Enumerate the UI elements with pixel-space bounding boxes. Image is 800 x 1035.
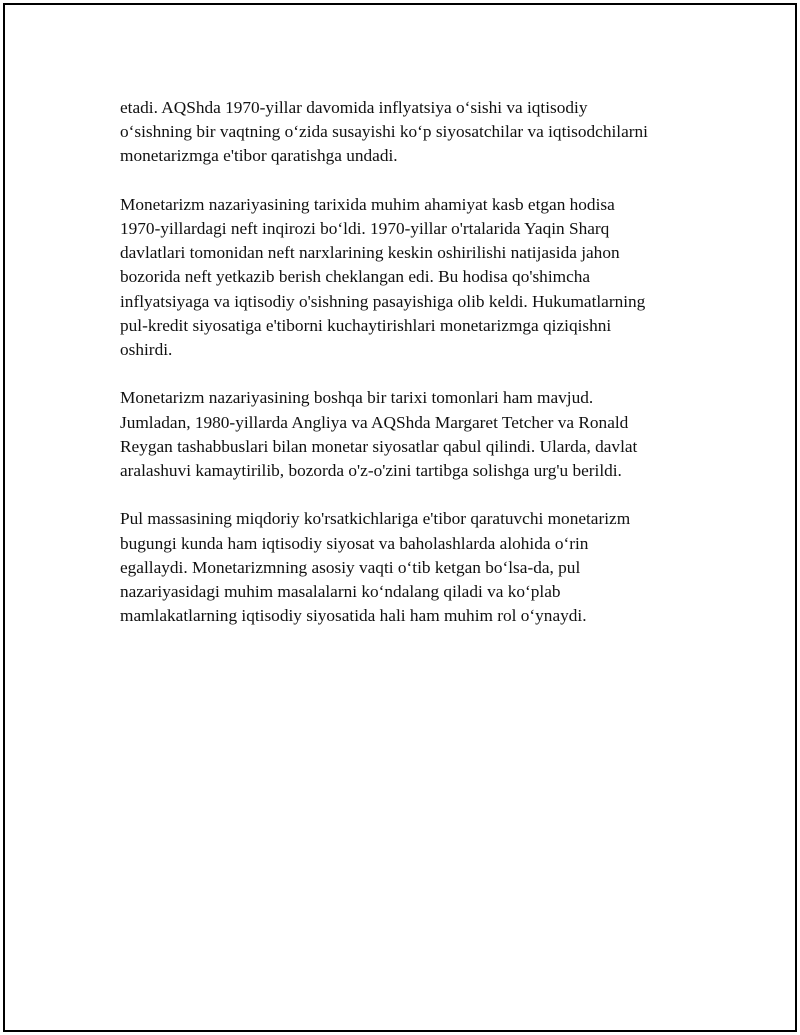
page-frame (3, 3, 797, 1032)
paragraph-1: etadi. AQShda 1970-yillar davomida inflyatsiya oʻsishi va iqtisodiy oʻsishning bir vaqtning oʻzida susayishi koʻp siyosatchilar va iqtisodchilarni monetarizmga e'tibor qaratishga undadi. (120, 98, 648, 166)
paragraph-4: Pul massasining miqdoriy ko'rsatkichlariga e'tibor qaratuvchi monetarizm bugungi kunda ham iqtisodiy siyosat va baholashlarda alohida oʻrin egallaydi. Monetarizmning asosiy vaqti oʻtib ketgan boʻlsa-da, pul nazariyasidagi muhim masalalarni koʻndalang qiladi va koʻplab mamlakatlarning iqtisodiy siyosatida hali ham muhim rol oʻynaydi. (120, 509, 631, 626)
document-body (120, 96, 700, 653)
paragraph-2: Monetarizm nazariyasining tarixida muhim ahamiyat kasb etgan hodisa 1970-yillardagi neft inqirozi boʻldi. 1970-yillar o'rtalarida Yaqin Sharq davlatlari tomonidan neft narxlarining keskin oshirilishi natijasida jahon bozorida neft yetkazib berish cheklangan edi. Bu hodisa qo'shimcha inflyatsiyaga va iqtisodiy o'sishning pasayishiga olib keldi. Hukumatlarning pul-kredit siyosatiga e'tiborni kuchaytirishlari monetarizmga qiziqishni oshirdi. (120, 194, 646, 360)
paragraph-3: Monetarizm nazariyasining boshqa bir tarixi tomonlari ham mavjud. Jumladan, 1980-yillarda Angliya va AQShda Margaret Tetcher va Ronald Reygan tashabbuslari bilan monetar siyosatlar qabul qilindi. Ularda, davlat aralashuvi kamaytirilib, bozorda o'z-o'zini tartibga solishga urg'u berildi. (120, 388, 638, 481)
